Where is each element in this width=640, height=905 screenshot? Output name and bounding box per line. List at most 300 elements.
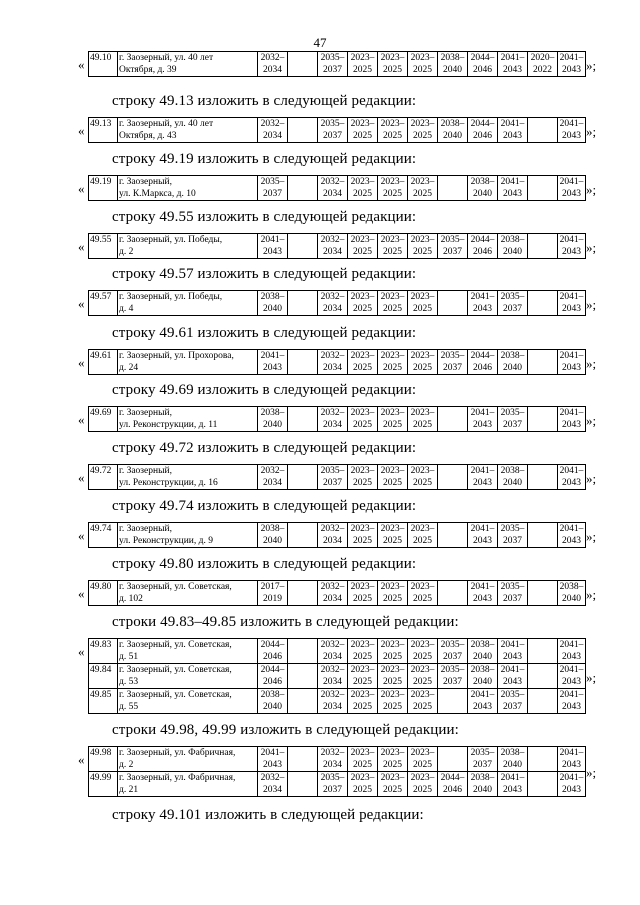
year-range-start: 2038– (470, 177, 495, 187)
edit-instruction: строку 49.55 изложить в следующей редакции: (112, 209, 417, 225)
year-range-start: 2023– (350, 235, 375, 245)
year-range-cell (378, 747, 408, 772)
opening-quote: « (78, 586, 85, 601)
year-range-end: 2025 (353, 702, 372, 712)
row-number: 49.10 (89, 52, 118, 77)
year-range-start: 2041– (559, 640, 584, 650)
address-line: д. 51 (119, 652, 139, 662)
year-range-end: 2025 (383, 760, 402, 770)
year-range-cell (288, 465, 318, 490)
year-range-end: 2043 (503, 785, 522, 795)
row-number: 49.57 (89, 291, 118, 316)
year-range-cell (468, 234, 498, 259)
year-range-cell (378, 664, 408, 689)
year-range-start: 2023– (350, 665, 375, 675)
year-range-start: 2023– (380, 665, 405, 675)
year-range-start: 2035– (440, 235, 465, 245)
year-range-end: 2046 (473, 131, 492, 141)
year-range-start: 2044– (470, 53, 495, 63)
year-range-end: 2025 (413, 536, 432, 546)
year-range-start: 2035– (260, 177, 285, 187)
row-number: 49.83 (89, 639, 118, 664)
address-line: г. Заозерный, ул. Советская, (119, 582, 232, 592)
year-range-end: 2025 (413, 652, 432, 662)
year-range-cell (468, 581, 498, 606)
year-range-cell (558, 118, 586, 143)
year-range-cell (318, 234, 348, 259)
address-line: д. 4 (119, 304, 134, 314)
year-range-start: 2023– (380, 466, 405, 476)
row-number: 49.80 (89, 581, 118, 606)
year-range-start: 2023– (380, 640, 405, 650)
year-range-end: 2037 (443, 677, 462, 687)
year-range-cell (528, 772, 558, 797)
year-range-end: 2025 (383, 420, 402, 430)
year-range-end: 2034 (263, 131, 282, 141)
year-range-start: 2023– (380, 177, 405, 187)
year-range-end: 2034 (323, 536, 342, 546)
table-row (89, 664, 586, 689)
year-range-end: 2025 (413, 420, 432, 430)
housing-repair-table (88, 233, 586, 259)
housing-repair-table (88, 290, 586, 316)
opening-quote: « (78, 528, 85, 543)
year-range-start: 2023– (380, 53, 405, 63)
address-line: г. Заозерный, ул. Победы, (119, 235, 223, 245)
year-range-start: 2041– (559, 748, 584, 758)
year-range-cell (468, 664, 498, 689)
year-range-end: 2043 (503, 652, 522, 662)
year-range-cell (258, 465, 288, 490)
year-range-start: 2023– (410, 640, 435, 650)
year-range-start: 2023– (380, 690, 405, 700)
year-range-end: 2043 (562, 760, 581, 770)
housing-repair-table (88, 349, 586, 375)
year-range-end: 2046 (473, 247, 492, 257)
year-range-end: 2034 (323, 363, 342, 373)
year-range-start: 2023– (380, 119, 405, 129)
year-range-cell (348, 350, 378, 375)
year-range-end: 2025 (353, 304, 372, 314)
year-range-end: 2025 (353, 420, 372, 430)
year-range-cell (348, 465, 378, 490)
edit-instruction: строку 49.61 изложить в следующей редакции: (112, 325, 417, 341)
amended-rows-block (78, 580, 608, 609)
year-range-cell (288, 291, 318, 316)
year-range-end: 2037 (473, 760, 492, 770)
year-range-cell (468, 407, 498, 432)
year-range-cell (288, 689, 318, 714)
year-range-end: 2025 (383, 785, 402, 795)
address-cell (118, 407, 258, 432)
year-range-cell (318, 350, 348, 375)
year-range-end: 2025 (353, 536, 372, 546)
year-range-cell (528, 523, 558, 548)
row-number: 49.13 (89, 118, 118, 143)
year-range-start: 2041– (260, 748, 285, 758)
address-cell (118, 664, 258, 689)
year-range-start: 2038– (470, 640, 495, 650)
opening-quote: « (78, 355, 85, 370)
year-range-cell (498, 523, 528, 548)
year-range-cell (438, 234, 468, 259)
closing-quote: »; (586, 669, 597, 685)
year-range-start: 2035– (440, 640, 465, 650)
year-range-start: 2041– (470, 582, 495, 592)
year-range-start: 2023– (350, 351, 375, 361)
year-range-start: 2038– (440, 53, 465, 63)
year-range-end: 2043 (562, 247, 581, 257)
year-range-start: 2023– (410, 292, 435, 302)
year-range-cell (528, 407, 558, 432)
year-range-start: 2035– (320, 773, 345, 783)
year-range-end: 2043 (562, 304, 581, 314)
year-range-cell (498, 664, 528, 689)
edit-instruction: строки 49.83–49.85 изложить в следующей редакции: (112, 614, 459, 630)
table-row (89, 689, 586, 714)
address-line: г. Заозерный, ул. Советская, (119, 665, 232, 675)
year-range-end: 2034 (323, 189, 342, 199)
year-range-end: 2025 (383, 304, 402, 314)
address-cell (118, 291, 258, 316)
year-range-cell (258, 747, 288, 772)
year-range-start: 2023– (350, 524, 375, 534)
amended-rows-block (78, 638, 608, 717)
year-range-end: 2043 (473, 420, 492, 430)
address-line: г. Заозерный, (119, 524, 172, 534)
row-number: 49.19 (89, 176, 118, 201)
year-range-start: 2041– (260, 235, 285, 245)
year-range-start: 2044– (470, 351, 495, 361)
year-range-end: 2046 (473, 65, 492, 75)
year-range-end: 2040 (263, 420, 282, 430)
year-range-start: 2041– (500, 119, 525, 129)
year-range-end: 2043 (263, 760, 282, 770)
year-range-start: 2041– (500, 177, 525, 187)
year-range-start: 2041– (559, 773, 584, 783)
year-range-cell (558, 747, 586, 772)
year-range-cell (408, 664, 438, 689)
year-range-start: 2038– (500, 466, 525, 476)
year-range-cell (318, 407, 348, 432)
year-range-cell (288, 664, 318, 689)
year-range-cell (288, 747, 318, 772)
year-range-start: 2038– (260, 408, 285, 418)
housing-repair-table (88, 117, 586, 143)
year-range-cell (528, 234, 558, 259)
year-range-end: 2040 (473, 785, 492, 795)
year-range-cell (378, 118, 408, 143)
year-range-end: 2043 (503, 677, 522, 687)
table-row (89, 176, 586, 201)
amended-rows-block (78, 233, 608, 262)
table-row (89, 465, 586, 490)
closing-quote: »; (586, 57, 597, 73)
year-range-cell (438, 176, 468, 201)
address-line: г. Заозерный, ул. Прохорова, (119, 351, 234, 361)
year-range-cell (468, 689, 498, 714)
year-range-end: 2040 (503, 247, 522, 257)
year-range-start: 2038– (260, 690, 285, 700)
year-range-end: 2022 (533, 65, 552, 75)
year-range-end: 2043 (562, 363, 581, 373)
year-range-end: 2025 (383, 189, 402, 199)
year-range-start: 2023– (410, 408, 435, 418)
closing-quote: »; (586, 123, 597, 139)
address-line: г. Заозерный, (119, 408, 172, 418)
address-line: Октября, д. 39 (119, 65, 177, 75)
year-range-end: 2043 (473, 702, 492, 712)
year-range-cell (408, 639, 438, 664)
year-range-start: 2041– (470, 466, 495, 476)
year-range-cell (378, 639, 408, 664)
table-row (89, 772, 586, 797)
year-range-start: 2017– (260, 582, 285, 592)
year-range-end: 2043 (503, 131, 522, 141)
year-range-cell (528, 350, 558, 375)
year-range-start: 2041– (559, 351, 584, 361)
year-range-end: 2043 (562, 702, 581, 712)
year-range-start: 2023– (410, 351, 435, 361)
opening-quote: « (78, 181, 85, 196)
year-range-start: 2038– (500, 235, 525, 245)
year-range-start: 2023– (380, 748, 405, 758)
year-range-end: 2037 (323, 478, 342, 488)
housing-repair-table (88, 406, 586, 432)
year-range-cell (528, 291, 558, 316)
year-range-end: 2025 (413, 702, 432, 712)
year-range-cell (348, 747, 378, 772)
year-range-end: 2025 (413, 677, 432, 687)
year-range-start: 2023– (350, 582, 375, 592)
edit-instruction: строку 49.72 изложить в следующей редакции: (112, 440, 417, 456)
year-range-cell (258, 176, 288, 201)
housing-repair-table (88, 175, 586, 201)
year-range-start: 2035– (320, 53, 345, 63)
year-range-end: 2025 (413, 478, 432, 488)
year-range-start: 2023– (410, 748, 435, 758)
table-row (89, 118, 586, 143)
year-range-start: 2041– (470, 690, 495, 700)
year-range-end: 2043 (263, 363, 282, 373)
year-range-cell (558, 689, 586, 714)
year-range-start: 2023– (350, 690, 375, 700)
year-range-cell (378, 234, 408, 259)
year-range-end: 2043 (503, 189, 522, 199)
year-range-start: 2041– (559, 466, 584, 476)
amended-rows-block (78, 117, 608, 146)
year-range-end: 2025 (413, 363, 432, 373)
year-range-start: 2032– (320, 690, 345, 700)
year-range-cell (528, 639, 558, 664)
row-number: 49.69 (89, 407, 118, 432)
year-range-start: 2023– (350, 177, 375, 187)
amended-rows-block (78, 406, 608, 435)
address-cell (118, 689, 258, 714)
year-range-end: 2040 (473, 189, 492, 199)
opening-quote: « (78, 239, 85, 254)
closing-quote: »; (586, 765, 597, 780)
year-range-cell (348, 581, 378, 606)
year-range-end: 2025 (353, 131, 372, 141)
year-range-cell (258, 523, 288, 548)
year-range-cell (438, 747, 468, 772)
year-range-end: 2040 (562, 594, 581, 604)
year-range-start: 2041– (260, 351, 285, 361)
table-row (89, 407, 586, 432)
address-line: г. Заозерный, ул. 40 лет (119, 119, 214, 129)
year-range-cell (408, 772, 438, 797)
year-range-end: 2025 (353, 594, 372, 604)
year-range-end: 2040 (503, 363, 522, 373)
year-range-start: 2023– (410, 690, 435, 700)
year-range-cell (558, 52, 586, 77)
address-line: д. 55 (119, 702, 139, 712)
year-range-end: 2025 (413, 760, 432, 770)
address-line: г. Заозерный, ул. Фабричная, (119, 773, 236, 783)
year-range-cell (438, 772, 468, 797)
year-range-start: 2023– (350, 640, 375, 650)
year-range-cell (318, 523, 348, 548)
year-range-cell (258, 664, 288, 689)
row-number: 49.99 (89, 772, 118, 797)
year-range-cell (498, 350, 528, 375)
year-range-start: 2023– (350, 53, 375, 63)
year-range-end: 2025 (353, 652, 372, 662)
year-range-start: 2035– (440, 665, 465, 675)
year-range-start: 2032– (260, 773, 285, 783)
year-range-end: 2040 (443, 131, 462, 141)
address-cell (118, 52, 258, 77)
housing-repair-table (88, 51, 586, 77)
year-range-start: 2041– (559, 665, 584, 675)
year-range-cell (318, 465, 348, 490)
year-range-cell (498, 291, 528, 316)
year-range-end: 2025 (383, 65, 402, 75)
year-range-start: 2032– (320, 640, 345, 650)
year-range-start: 2041– (559, 119, 584, 129)
year-range-end: 2034 (263, 478, 282, 488)
year-range-cell (498, 747, 528, 772)
amended-rows-block (78, 746, 608, 800)
year-range-start: 2041– (470, 408, 495, 418)
year-range-end: 2043 (562, 65, 581, 75)
year-range-end: 2037 (503, 420, 522, 430)
year-range-end: 2043 (562, 785, 581, 795)
edit-instruction: строку 49.13 изложить в следующей редакции: (112, 93, 417, 109)
closing-quote: »; (586, 586, 597, 602)
year-range-start: 2038– (500, 748, 525, 758)
year-range-start: 2023– (350, 773, 375, 783)
year-range-cell (258, 407, 288, 432)
year-range-start: 2032– (260, 119, 285, 129)
year-range-cell (438, 639, 468, 664)
year-range-cell (378, 291, 408, 316)
year-range-cell (378, 689, 408, 714)
table-row (89, 581, 586, 606)
year-range-cell (558, 639, 586, 664)
year-range-cell (288, 523, 318, 548)
year-range-end: 2025 (353, 785, 372, 795)
address-line: г. Заозерный, (119, 177, 172, 187)
year-range-start: 2023– (380, 582, 405, 592)
year-range-cell (258, 52, 288, 77)
closing-quote: »; (586, 181, 597, 197)
year-range-end: 2043 (562, 478, 581, 488)
year-range-start: 2035– (470, 748, 495, 758)
address-line: г. Заозерный, ул. 40 лет (119, 53, 214, 63)
year-range-cell (348, 52, 378, 77)
year-range-start: 2041– (470, 292, 495, 302)
year-range-end: 2019 (263, 594, 282, 604)
year-range-end: 2040 (503, 760, 522, 770)
year-range-end: 2046 (443, 785, 462, 795)
year-range-end: 2025 (413, 594, 432, 604)
amended-rows-block (78, 349, 608, 378)
year-range-cell (408, 52, 438, 77)
year-range-cell (318, 772, 348, 797)
address-cell (118, 639, 258, 664)
year-range-cell (468, 465, 498, 490)
year-range-cell (348, 689, 378, 714)
year-range-end: 2037 (323, 131, 342, 141)
year-range-end: 2025 (383, 677, 402, 687)
year-range-cell (498, 639, 528, 664)
year-range-end: 2025 (383, 652, 402, 662)
year-range-cell (438, 664, 468, 689)
year-range-start: 2041– (559, 690, 584, 700)
year-range-end: 2025 (353, 363, 372, 373)
year-range-end: 2037 (443, 247, 462, 257)
table-row (89, 291, 586, 316)
address-line: ул. Реконструкции, д. 16 (119, 478, 218, 488)
edit-instruction: строку 49.101 изложить в следующей редакции: (112, 807, 424, 823)
year-range-start: 2041– (470, 524, 495, 534)
address-line: д. 24 (119, 363, 139, 373)
closing-quote: »; (586, 528, 597, 544)
year-range-cell (528, 664, 558, 689)
year-range-end: 2037 (443, 652, 462, 662)
year-range-start: 2032– (320, 524, 345, 534)
year-range-start: 2035– (320, 466, 345, 476)
year-range-cell (408, 291, 438, 316)
year-range-start: 2041– (500, 773, 525, 783)
year-range-cell (528, 118, 558, 143)
address-line: г. Заозерный, (119, 466, 172, 476)
address-line: г. Заозерный, ул. Победы, (119, 292, 223, 302)
address-cell (118, 772, 258, 797)
year-range-cell (288, 176, 318, 201)
year-range-start: 2041– (500, 53, 525, 63)
year-range-start: 2044– (470, 235, 495, 245)
year-range-cell (318, 291, 348, 316)
year-range-cell (318, 176, 348, 201)
year-range-cell (558, 291, 586, 316)
year-range-start: 2038– (500, 351, 525, 361)
year-range-end: 2025 (353, 760, 372, 770)
year-range-cell (288, 407, 318, 432)
year-range-start: 2035– (500, 690, 525, 700)
year-range-end: 2043 (503, 65, 522, 75)
year-range-cell (378, 407, 408, 432)
year-range-cell (438, 581, 468, 606)
year-range-cell (288, 639, 318, 664)
year-range-start: 2038– (260, 292, 285, 302)
year-range-start: 2032– (260, 466, 285, 476)
year-range-start: 2023– (380, 773, 405, 783)
year-range-cell (378, 350, 408, 375)
year-range-start: 2035– (500, 582, 525, 592)
